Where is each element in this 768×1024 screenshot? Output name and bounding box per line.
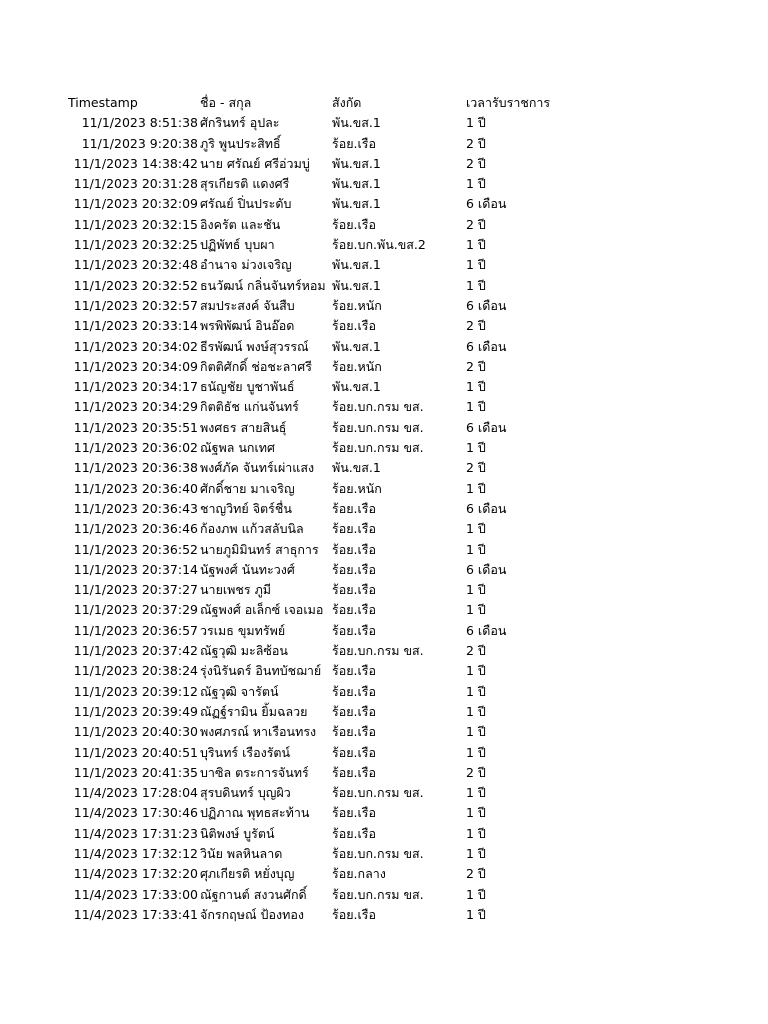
- cell-name: อำนาจ ม่วงเจริญ: [200, 257, 292, 273]
- cell-service-time: 6 เดือน: [466, 500, 507, 516]
- cell-timestamp: 11/1/2023 20:32:48: [73, 257, 198, 273]
- cell-unit: ร้อย.เรือ: [332, 703, 377, 719]
- cell-service-time: 1 ปี: [466, 906, 486, 922]
- cell-timestamp: 11/1/2023 9:20:38: [81, 135, 198, 151]
- cell-service-time: 1 ปี: [466, 399, 486, 415]
- cell-unit: พัน.ขส.1: [332, 460, 381, 476]
- cell-name: นาย ศรัณย์ ศรีอ่วมบู่: [200, 155, 310, 171]
- cell-service-time: 1 ปี: [466, 825, 486, 841]
- table-row: [68, 235, 688, 255]
- cell-name: วรเมธ ขุมทรัพย์: [200, 622, 286, 638]
- cell-service-time: 1 ปี: [466, 805, 486, 821]
- table-row: [68, 824, 688, 844]
- cell-name: ภูริ พูนประสิทธิ์: [200, 135, 281, 151]
- cell-unit: ร้อย.บก.พัน.ขส.2: [332, 237, 426, 253]
- table-row: [68, 316, 688, 336]
- cell-timestamp: 11/1/2023 20:37:14: [73, 561, 198, 577]
- table-row: [68, 174, 688, 194]
- table-row: [68, 458, 688, 478]
- cell-unit: ร้อย.เรือ: [332, 561, 377, 577]
- cell-service-time: 2 ปี: [466, 643, 486, 659]
- cell-name: กิตติธัช แก่นจันทร์: [200, 399, 299, 415]
- cell-unit: พัน.ขส.1: [332, 115, 381, 131]
- cell-timestamp: 11/1/2023 20:34:17: [73, 379, 198, 395]
- cell-unit: ร้อย.บก.กรม ขส.: [332, 785, 424, 801]
- table-row: [68, 479, 688, 499]
- cell-unit: ร้อย.เรือ: [332, 521, 377, 537]
- cell-timestamp: 11/1/2023 20:39:49: [73, 703, 198, 719]
- cell-service-time: 6 เดือน: [466, 297, 507, 313]
- cell-unit: ร้อย.เรือ: [332, 724, 377, 740]
- cell-name: ณัฐพล นกเทศ: [200, 440, 275, 456]
- table-row: [68, 255, 688, 275]
- cell-timestamp: 11/1/2023 20:32:25: [73, 237, 198, 253]
- table-row: [68, 864, 688, 884]
- cell-unit: ร้อย.เรือ: [332, 764, 377, 780]
- cell-service-time: 1 ปี: [466, 602, 486, 618]
- cell-unit: ร้อย.เรือ: [332, 744, 377, 760]
- header-service-time: เวลารับราชการ: [466, 95, 551, 110]
- cell-unit: ร้อย.เรือ: [332, 318, 377, 334]
- table-row: [68, 154, 688, 174]
- cell-timestamp: 11/4/2023 17:28:04: [73, 785, 198, 801]
- table-row: [68, 905, 688, 925]
- cell-timestamp: 11/1/2023 14:38:42: [73, 155, 198, 171]
- cell-name: ศักรินทร์ อุปละ: [200, 115, 280, 131]
- header-timestamp: Timestamp: [68, 95, 138, 110]
- cell-timestamp: 11/1/2023 20:34:09: [73, 358, 198, 374]
- header-unit: สังกัด: [332, 95, 362, 110]
- cell-name: บุรินทร์ เรืองรัตน์: [200, 744, 291, 760]
- cell-name: วินัย พลหินลาด: [200, 845, 283, 861]
- table-row: [68, 621, 688, 641]
- cell-unit: ร้อย.บก.กรม ขส.: [332, 845, 424, 861]
- cell-unit: พัน.ขส.1: [332, 155, 381, 171]
- cell-timestamp: 11/4/2023 17:32:20: [73, 866, 198, 882]
- cell-unit: ร้อย.เรือ: [332, 906, 377, 922]
- cell-name: ธีรพัฒน์ พงษ์สุวรรณ์: [200, 338, 309, 354]
- cell-service-time: 6 เดือน: [466, 196, 507, 212]
- cell-service-time: 6 เดือน: [466, 622, 507, 638]
- cell-name: ณัฐกานต์ สงวนศักดิ์: [200, 886, 307, 902]
- cell-service-time: 6 เดือน: [466, 338, 507, 354]
- table-row: [68, 540, 688, 560]
- cell-timestamp: 11/1/2023 20:36:46: [73, 521, 198, 537]
- table-row: [68, 580, 688, 600]
- cell-unit: ร้อย.เรือ: [332, 683, 377, 699]
- cell-timestamp: 11/1/2023 20:37:29: [73, 602, 198, 618]
- cell-unit: ร้อย.บก.กรม ขส.: [332, 419, 424, 435]
- cell-timestamp: 11/1/2023 20:35:51: [73, 419, 198, 435]
- table-row: [68, 844, 688, 864]
- cell-timestamp: 11/1/2023 20:36:40: [73, 480, 198, 496]
- cell-unit: ร้อย.บก.กรม ขส.: [332, 886, 424, 902]
- cell-service-time: 6 เดือน: [466, 561, 507, 577]
- cell-unit: ร้อย.เรือ: [332, 500, 377, 516]
- cell-timestamp: 11/1/2023 20:32:57: [73, 297, 198, 313]
- cell-name: ชาญวิทย์ จิตร์ชื่น: [200, 500, 292, 516]
- cell-timestamp: 11/1/2023 20:31:28: [73, 176, 198, 192]
- cell-service-time: 2 ปี: [466, 460, 486, 476]
- cell-timestamp: 11/4/2023 17:33:00: [73, 886, 198, 902]
- cell-timestamp: 11/4/2023 17:30:46: [73, 805, 198, 821]
- cell-timestamp: 11/1/2023 20:37:27: [73, 582, 198, 598]
- cell-service-time: 1 ปี: [466, 785, 486, 801]
- header-name: ชื่อ - สกุล: [200, 95, 252, 110]
- cell-name: สุรบดินทร์ บุญผิว: [200, 785, 291, 801]
- cell-name: พงศ์ภัค จันทร์เผ่าแสง: [200, 460, 315, 476]
- table-row: [68, 134, 688, 154]
- cell-timestamp: 11/1/2023 20:36:38: [73, 460, 198, 476]
- table-row: [68, 113, 688, 133]
- cell-service-time: 2 ปี: [466, 216, 486, 232]
- cell-name: บาซิล ตระการจันทร์: [200, 764, 309, 780]
- cell-service-time: 1 ปี: [466, 683, 486, 699]
- table-row: [68, 519, 688, 539]
- cell-timestamp: 11/1/2023 20:36:43: [73, 500, 198, 516]
- table-row: [68, 276, 688, 296]
- cell-service-time: 2 ปี: [466, 318, 486, 334]
- table-body: [68, 113, 688, 925]
- cell-unit: ร้อย.หนัก: [332, 297, 382, 313]
- cell-timestamp: 11/1/2023 20:39:12: [73, 683, 198, 699]
- cell-name: ณัฐวุฒิ มะลิซ้อน: [200, 643, 288, 659]
- cell-service-time: 1 ปี: [466, 703, 486, 719]
- table-row: [68, 682, 688, 702]
- cell-service-time: 1 ปี: [466, 521, 486, 537]
- cell-unit: ร้อย.บก.กรม ขส.: [332, 643, 424, 659]
- cell-name: ศุภเกียรติ หยั่งบุญ: [200, 866, 295, 882]
- cell-name: พรพิพัฒน์ อินอ๊อด: [200, 318, 295, 334]
- cell-timestamp: 11/1/2023 20:40:51: [73, 744, 198, 760]
- cell-unit: ร้อย.บก.กรม ขส.: [332, 440, 424, 456]
- cell-service-time: 1 ปี: [466, 440, 486, 456]
- table-row: [68, 438, 688, 458]
- cell-name: กิตติศักดิ์ ช่อชะลาศรี: [200, 358, 312, 374]
- cell-name: ศรัณย์ ปิ่นประดับ: [200, 196, 292, 212]
- cell-timestamp: 11/1/2023 20:34:29: [73, 399, 198, 415]
- cell-name: สุรเกียรติ แดงศรี: [200, 176, 290, 192]
- cell-name: ปฏิพัทธ์ บุบผา: [200, 237, 275, 253]
- cell-service-time: 1 ปี: [466, 744, 486, 760]
- cell-unit: ร้อย.หนัก: [332, 480, 382, 496]
- cell-unit: พัน.ขส.1: [332, 379, 381, 395]
- cell-service-time: 1 ปี: [466, 845, 486, 861]
- table-row: [68, 194, 688, 214]
- table-row: [68, 357, 688, 377]
- cell-timestamp: 11/1/2023 20:40:30: [73, 724, 198, 740]
- table-row: [68, 560, 688, 580]
- cell-service-time: 2 ปี: [466, 135, 486, 151]
- cell-name: อิงครัต และชัน: [200, 216, 281, 232]
- cell-name: ธนวัฒน์ กลิ่นจันทร์หอม: [200, 277, 326, 293]
- cell-service-time: 1 ปี: [466, 480, 486, 496]
- cell-unit: ร้อย.เรือ: [332, 216, 377, 232]
- cell-name: นายเพชร ภูมี: [200, 582, 272, 598]
- table-row: [68, 885, 688, 905]
- cell-name: นัฐพงศ์ นันทะวงศ์: [200, 561, 295, 577]
- cell-service-time: 2 ปี: [466, 866, 486, 882]
- cell-unit: ร้อย.เรือ: [332, 135, 377, 151]
- table-row: [68, 641, 688, 661]
- cell-timestamp: 11/1/2023 20:32:09: [73, 196, 198, 212]
- cell-unit: ร้อย.กลาง: [332, 866, 386, 882]
- cell-service-time: 1 ปี: [466, 379, 486, 395]
- table-row: [68, 600, 688, 620]
- cell-unit: ร้อย.เรือ: [332, 582, 377, 598]
- cell-timestamp: 11/4/2023 17:32:12: [73, 845, 198, 861]
- cell-unit: ร้อย.หนัก: [332, 358, 382, 374]
- cell-timestamp: 11/1/2023 20:38:24: [73, 663, 198, 679]
- cell-timestamp: 11/1/2023 20:33:14: [73, 318, 198, 334]
- cell-timestamp: 11/1/2023 20:37:42: [73, 643, 198, 659]
- cell-service-time: 2 ปี: [466, 764, 486, 780]
- cell-name: รุ่งนิรันดร์ อินทบัชฌาย์: [200, 663, 322, 679]
- cell-name: นายภูมิมินทร์ สาธุการ: [200, 541, 319, 557]
- table-row: [68, 377, 688, 397]
- cell-timestamp: 11/1/2023 20:36:52: [73, 541, 198, 557]
- table-row: [68, 722, 688, 742]
- cell-timestamp: 11/1/2023 20:36:02: [73, 440, 198, 456]
- cell-unit: พัน.ขส.1: [332, 277, 381, 293]
- spreadsheet-table: [68, 93, 688, 925]
- cell-unit: ร้อย.เรือ: [332, 805, 377, 821]
- cell-name: ศักดิ์ชาย มาเจริญ: [200, 480, 295, 496]
- table-row: [68, 743, 688, 763]
- table-row: [68, 763, 688, 783]
- cell-name: พงศธร สายสินธุ์: [200, 419, 287, 435]
- table-row: [68, 702, 688, 722]
- cell-name: นิติพงษ์ บูรัตน์: [200, 825, 275, 841]
- cell-service-time: 1 ปี: [466, 582, 486, 598]
- cell-service-time: 1 ปี: [466, 663, 486, 679]
- cell-timestamp: 11/1/2023 20:32:15: [73, 216, 198, 232]
- cell-unit: ร้อย.เรือ: [332, 663, 377, 679]
- cell-timestamp: 11/4/2023 17:31:23: [73, 825, 198, 841]
- cell-timestamp: 11/1/2023 20:32:52: [73, 277, 198, 293]
- cell-name: พงศภรณ์ หาเรือนทรง: [200, 724, 317, 740]
- cell-timestamp: 11/1/2023 20:41:35: [73, 764, 198, 780]
- cell-unit: ร้อย.เรือ: [332, 541, 377, 557]
- cell-timestamp: 11/1/2023 8:51:38: [81, 115, 198, 131]
- cell-service-time: 6 เดือน: [466, 419, 507, 435]
- cell-name: จักรกฤษณ์ ป้องทอง: [200, 906, 304, 922]
- cell-timestamp: 11/1/2023 20:34:02: [73, 338, 198, 354]
- cell-service-time: 1 ปี: [466, 237, 486, 253]
- cell-service-time: 1 ปี: [466, 724, 486, 740]
- table-row: [68, 661, 688, 681]
- cell-unit: ร้อย.เรือ: [332, 825, 377, 841]
- cell-unit: ร้อย.บก.กรม ขส.: [332, 399, 424, 415]
- cell-name: ก้องภพ แก้วสลับนิล: [200, 521, 304, 537]
- cell-unit: พัน.ขส.1: [332, 257, 381, 273]
- cell-timestamp: 11/1/2023 20:36:57: [73, 622, 198, 638]
- table-row: [68, 783, 688, 803]
- table-row: [68, 337, 688, 357]
- cell-unit: พัน.ขส.1: [332, 338, 381, 354]
- cell-name: ธนัญชัย บูชาพันธ์: [200, 379, 295, 395]
- cell-timestamp: 11/4/2023 17:33:41: [73, 906, 198, 922]
- cell-service-time: 1 ปี: [466, 176, 486, 192]
- cell-unit: พัน.ขส.1: [332, 176, 381, 192]
- cell-service-time: 1 ปี: [466, 257, 486, 273]
- cell-service-time: 1 ปี: [466, 886, 486, 902]
- cell-name: สมประสงค์ จันสืบ: [200, 297, 295, 313]
- cell-service-time: 1 ปี: [466, 541, 486, 557]
- cell-unit: ร้อย.เรือ: [332, 602, 377, 618]
- table-row: [68, 418, 688, 438]
- cell-unit: พัน.ขส.1: [332, 196, 381, 212]
- header-row: [68, 93, 688, 113]
- cell-service-time: 2 ปี: [466, 155, 486, 171]
- cell-service-time: 1 ปี: [466, 115, 486, 131]
- table-row: [68, 215, 688, 235]
- cell-service-time: 2 ปี: [466, 358, 486, 374]
- cell-name: ณัฐพงศ์ อเล็กซ์ เจอเมอ: [200, 602, 324, 618]
- table-row: [68, 296, 688, 316]
- cell-unit: ร้อย.เรือ: [332, 622, 377, 638]
- cell-name: ปฏิภาณ พุทธสะท้าน: [200, 805, 310, 821]
- cell-name: ณัฐวุฒิ จารัตน์: [200, 683, 279, 699]
- table-row: [68, 397, 688, 417]
- table-row: [68, 803, 688, 823]
- table-row: [68, 499, 688, 519]
- cell-name: ณัฏฐ์รามิน ยิ้มฉลวย: [200, 703, 308, 719]
- cell-service-time: 1 ปี: [466, 277, 486, 293]
